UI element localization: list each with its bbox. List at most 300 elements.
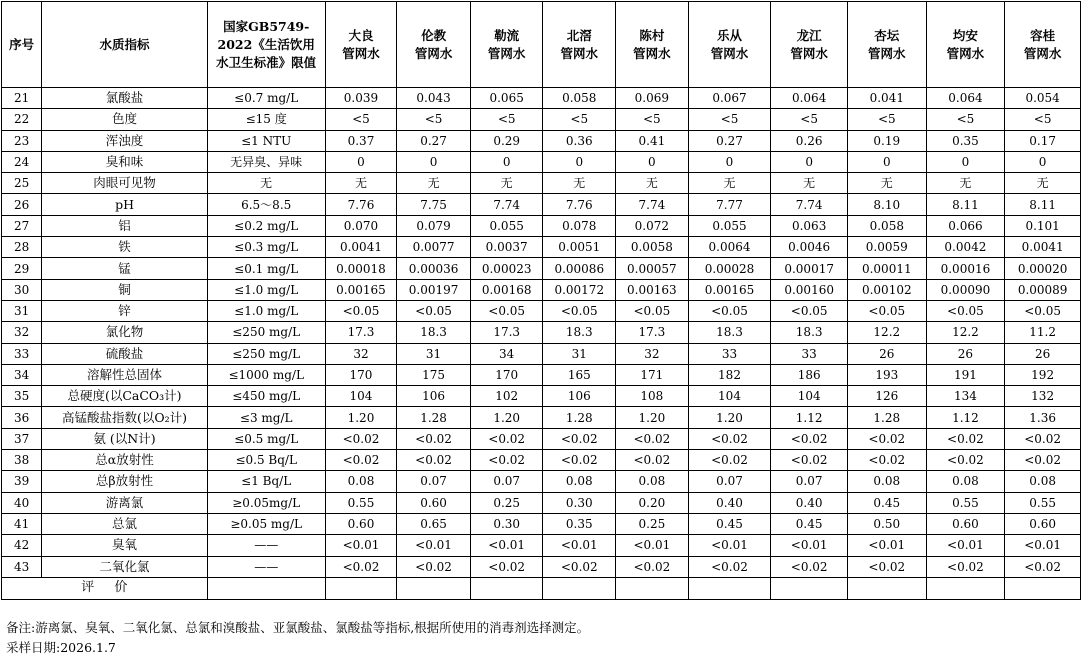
row-value: <0.02	[926, 556, 1005, 577]
row-value: 0.08	[1005, 471, 1081, 492]
row-value: <0.02	[688, 556, 771, 577]
row-value: 0.058	[543, 88, 616, 109]
row-value: <0.02	[397, 450, 471, 471]
site-name: 龙江	[796, 27, 822, 43]
row-value: 0.065	[470, 88, 543, 109]
row-indicator: 总α放射性	[42, 450, 207, 471]
row-value: <0.01	[688, 535, 771, 556]
row-value: 1.12	[926, 407, 1005, 428]
row-value: 无	[847, 173, 926, 194]
row-indicator: 高锰酸盐指数(以O₂计)	[42, 407, 207, 428]
row-value: <0.02	[1005, 450, 1081, 471]
row-value: 0.070	[325, 215, 397, 236]
row-value: 0.00165	[688, 279, 771, 300]
row-value: 0.0042	[926, 237, 1005, 258]
row-indicator: 二氧化氯	[42, 556, 207, 577]
row-index: 36	[2, 407, 42, 428]
header-site	[688, 2, 771, 88]
row-value: 18.3	[771, 322, 848, 343]
row-value: 17.3	[325, 322, 397, 343]
row-value: 0.063	[771, 215, 848, 236]
row-value: 0.00090	[926, 279, 1005, 300]
row-value: 33	[688, 343, 771, 364]
row-value: 0.055	[688, 215, 771, 236]
row-value: <0.02	[688, 428, 771, 449]
row-index: 26	[2, 194, 42, 215]
row-value: 0.00017	[771, 258, 848, 279]
row-value: 12.2	[847, 322, 926, 343]
row-index: 22	[2, 109, 42, 130]
evaluation-cell	[397, 577, 471, 599]
row-value: 0	[397, 151, 471, 172]
row-index: 31	[2, 300, 42, 321]
header-index: 序号	[2, 2, 42, 88]
evaluation-cell	[926, 577, 1005, 599]
row-value: 无	[926, 173, 1005, 194]
row-value: <0.05	[325, 300, 397, 321]
row-value: <0.02	[616, 428, 689, 449]
row-value: 8.11	[926, 194, 1005, 215]
site-name: 北滘	[566, 27, 592, 43]
row-value: 0.00011	[847, 258, 926, 279]
row-value: 31	[543, 343, 616, 364]
row-value: 0.079	[397, 215, 471, 236]
row-value: <0.01	[847, 535, 926, 556]
row-value: 32	[616, 343, 689, 364]
row-value: 0.08	[543, 471, 616, 492]
row-value: <0.02	[847, 556, 926, 577]
row-value: 0.00168	[470, 279, 543, 300]
row-value: <0.02	[688, 450, 771, 471]
row-value: <0.05	[397, 300, 471, 321]
table-body	[2, 88, 1081, 600]
row-value: 0.41	[616, 130, 689, 151]
row-value: 0.60	[926, 513, 1005, 534]
row-value: 0.0058	[616, 237, 689, 258]
row-value: 32	[325, 343, 397, 364]
row-value: 11.2	[1005, 322, 1081, 343]
row-value: 7.76	[543, 194, 616, 215]
row-value: 0.0077	[397, 237, 471, 258]
row-value: 0.07	[688, 471, 771, 492]
header-limit	[207, 2, 325, 88]
row-indicator: 色度	[42, 109, 207, 130]
row-limit: ——	[207, 556, 325, 577]
row-value: <0.02	[470, 450, 543, 471]
row-index: 37	[2, 428, 42, 449]
row-value: 7.77	[688, 194, 771, 215]
row-value: <0.02	[771, 450, 848, 471]
row-index: 34	[2, 364, 42, 385]
row-value: <0.02	[543, 556, 616, 577]
row-value: 0	[1005, 151, 1081, 172]
row-index: 30	[2, 279, 42, 300]
row-value: 0	[616, 151, 689, 172]
row-value: 0.041	[847, 88, 926, 109]
row-value: 1.20	[325, 407, 397, 428]
row-value: 18.3	[543, 322, 616, 343]
row-limit: ≥0.05mg/L	[207, 492, 325, 513]
row-value: 0.08	[325, 471, 397, 492]
row-indicator: 铁	[42, 237, 207, 258]
row-value: 26	[1005, 343, 1081, 364]
row-value: 0.066	[926, 215, 1005, 236]
row-value: <0.05	[1005, 300, 1081, 321]
row-indicator: 臭氧	[42, 535, 207, 556]
row-value: 0.00165	[325, 279, 397, 300]
row-limit: ≤3 mg/L	[207, 407, 325, 428]
table-row	[2, 492, 1081, 513]
row-value: 17.3	[470, 322, 543, 343]
row-value: <0.05	[543, 300, 616, 321]
evaluation-cell	[207, 577, 325, 599]
row-limit: ≤250 mg/L	[207, 343, 325, 364]
row-value: <0.01	[325, 535, 397, 556]
row-value: 7.74	[616, 194, 689, 215]
row-value: <0.01	[470, 535, 543, 556]
row-value: <0.01	[397, 535, 471, 556]
row-index: 42	[2, 535, 42, 556]
table-row	[2, 343, 1081, 364]
row-value: 175	[397, 364, 471, 385]
site-name: 乐从	[716, 27, 742, 43]
row-value: 18.3	[397, 322, 471, 343]
row-value: 0.00057	[616, 258, 689, 279]
row-value: 7.76	[325, 194, 397, 215]
row-value: 0.072	[616, 215, 689, 236]
row-value: 193	[847, 364, 926, 385]
row-value: 1.12	[771, 407, 848, 428]
row-value: 0.07	[397, 471, 471, 492]
row-value: 191	[926, 364, 1005, 385]
header-site	[543, 2, 616, 88]
row-limit: ≤1 NTU	[207, 130, 325, 151]
row-value: <5	[543, 109, 616, 130]
row-limit: ≤1 Bq/L	[207, 471, 325, 492]
row-limit: ≤1.0 mg/L	[207, 300, 325, 321]
table-row	[2, 322, 1081, 343]
row-value: 0.101	[1005, 215, 1081, 236]
row-value: 0	[543, 151, 616, 172]
row-indicator: 臭和味	[42, 151, 207, 172]
row-value: 171	[616, 364, 689, 385]
row-value: 170	[325, 364, 397, 385]
row-indicator: 锌	[42, 300, 207, 321]
table-row	[2, 428, 1081, 449]
row-index: 27	[2, 215, 42, 236]
remark-note: 备注:游离氯、臭氧、二氧化氯、总氯和溴酸盐、亚氯酸盐、氯酸盐等指标,根据所使用的消毒剂选择测定。	[6, 620, 590, 635]
row-limit: ≤450 mg/L	[207, 386, 325, 407]
row-limit: ≤0.3 mg/L	[207, 237, 325, 258]
row-index: 39	[2, 471, 42, 492]
evaluation-cell	[325, 577, 397, 599]
row-value: <0.02	[325, 556, 397, 577]
row-value: 26	[926, 343, 1005, 364]
site-type: 管网水	[342, 45, 380, 61]
row-indicator: 浑浊度	[42, 130, 207, 151]
water-quality-table	[1, 1, 1081, 600]
header-site	[616, 2, 689, 88]
row-value: <0.02	[470, 556, 543, 577]
row-value: 7.75	[397, 194, 471, 215]
site-type: 管网水	[710, 45, 749, 61]
table-row	[2, 215, 1081, 236]
evaluation-label: 评 价	[2, 577, 208, 599]
site-name: 伦教	[421, 27, 447, 43]
table-row	[2, 450, 1081, 471]
row-value: 无	[470, 173, 543, 194]
table-row	[2, 513, 1081, 534]
row-value: 0.055	[470, 215, 543, 236]
row-value: 0	[688, 151, 771, 172]
row-value: <0.02	[847, 428, 926, 449]
row-value: 0.27	[688, 130, 771, 151]
row-indicator: 铝	[42, 215, 207, 236]
row-value: 1.28	[847, 407, 926, 428]
row-value: 165	[543, 364, 616, 385]
row-value: <0.02	[616, 556, 689, 577]
row-limit: ≤0.1 mg/L	[207, 258, 325, 279]
row-value: 0.08	[616, 471, 689, 492]
table-row	[2, 151, 1081, 172]
row-value: 0.054	[1005, 88, 1081, 109]
row-value: 0.36	[543, 130, 616, 151]
row-value: 0.00016	[926, 258, 1005, 279]
table-row	[2, 194, 1081, 215]
table-row	[2, 300, 1081, 321]
row-value: <5	[470, 109, 543, 130]
row-indicator: 总氯	[42, 513, 207, 534]
row-value: <0.02	[325, 450, 397, 471]
row-value: <5	[616, 109, 689, 130]
table-row	[2, 535, 1081, 556]
row-value: <0.05	[616, 300, 689, 321]
row-index: 29	[2, 258, 42, 279]
row-value: 0	[926, 151, 1005, 172]
header-site	[325, 2, 397, 88]
row-value: 0.30	[543, 492, 616, 513]
row-value: 0.19	[847, 130, 926, 151]
row-value: 104	[325, 386, 397, 407]
row-value: 0.00163	[616, 279, 689, 300]
row-value: 0.45	[771, 513, 848, 534]
row-value: 无	[325, 173, 397, 194]
row-value: <5	[771, 109, 848, 130]
row-value: <0.02	[616, 450, 689, 471]
site-name: 杏坛	[874, 27, 900, 43]
row-value: 0.55	[926, 492, 1005, 513]
row-value: <0.02	[543, 428, 616, 449]
row-limit: ——	[207, 535, 325, 556]
row-value: 33	[771, 343, 848, 364]
row-value: 170	[470, 364, 543, 385]
row-value: 0.35	[926, 130, 1005, 151]
row-value: 104	[688, 386, 771, 407]
evaluation-cell	[847, 577, 926, 599]
row-value: 12.2	[926, 322, 1005, 343]
site-type: 管网水	[868, 45, 906, 61]
row-value: 0.058	[847, 215, 926, 236]
row-value: 0.069	[616, 88, 689, 109]
row-value: 0.00036	[397, 258, 471, 279]
row-value: <5	[847, 109, 926, 130]
table-row	[2, 237, 1081, 258]
row-limit: ≤0.7 mg/L	[207, 88, 325, 109]
site-type: 管网水	[633, 45, 671, 61]
row-value: <0.01	[1005, 535, 1081, 556]
row-value: 0.039	[325, 88, 397, 109]
row-index: 33	[2, 343, 42, 364]
row-value: <0.02	[771, 556, 848, 577]
row-value: 26	[847, 343, 926, 364]
header-indicator: 水质指标	[42, 2, 207, 88]
row-value: <0.02	[926, 428, 1005, 449]
row-value: 0	[325, 151, 397, 172]
row-value: 186	[771, 364, 848, 385]
evaluation-cell	[688, 577, 771, 599]
row-value: 0.60	[325, 513, 397, 534]
row-index: 24	[2, 151, 42, 172]
row-value: <5	[1005, 109, 1081, 130]
evaluation-row	[2, 577, 1081, 599]
site-type: 管网水	[414, 45, 453, 61]
row-value: <0.01	[771, 535, 848, 556]
sample-date: 采样日期:2026.1.7	[6, 640, 116, 655]
row-value: 0.0037	[470, 237, 543, 258]
row-value: 0.0041	[325, 237, 397, 258]
row-indicator: 氯酸盐	[42, 88, 207, 109]
row-limit: 无异臭、异味	[207, 151, 325, 172]
site-name: 容桂	[1030, 27, 1056, 43]
evaluation-cell	[1005, 577, 1081, 599]
row-indicator: 游离氯	[42, 492, 207, 513]
row-value: 34	[470, 343, 543, 364]
table-row	[2, 109, 1081, 130]
row-value: 无	[543, 173, 616, 194]
row-value: <0.05	[847, 300, 926, 321]
header-limit-text: 国家GB5749-2022《生活饮用水卫生标准》限值	[216, 18, 317, 70]
row-limit: ≤1.0 mg/L	[207, 279, 325, 300]
row-value: 0.064	[926, 88, 1005, 109]
row-limit: ≤1000 mg/L	[207, 364, 325, 385]
row-value: 0.067	[688, 88, 771, 109]
row-limit: ≤250 mg/L	[207, 322, 325, 343]
row-value: 0	[470, 151, 543, 172]
row-index: 41	[2, 513, 42, 534]
row-value: 0.0041	[1005, 237, 1081, 258]
table-row	[2, 173, 1081, 194]
site-type: 管网水	[790, 45, 828, 61]
row-value: 0.00018	[325, 258, 397, 279]
row-value: 0.27	[397, 130, 471, 151]
row-value: 0.35	[543, 513, 616, 534]
row-value: 1.28	[397, 407, 471, 428]
row-value: 0.00160	[771, 279, 848, 300]
row-indicator: 铜	[42, 279, 207, 300]
site-type: 管网水	[560, 45, 599, 61]
row-value: 无	[688, 173, 771, 194]
row-value: 0.40	[771, 492, 848, 513]
row-value: 134	[926, 386, 1005, 407]
row-value: 1.28	[543, 407, 616, 428]
table-row	[2, 279, 1081, 300]
row-value: 0.0051	[543, 237, 616, 258]
header-site	[847, 2, 926, 88]
header-site	[1005, 2, 1081, 88]
row-indicator: 溶解性总固体	[42, 364, 207, 385]
row-value: 0.07	[771, 471, 848, 492]
table-row	[2, 471, 1081, 492]
row-value: <0.02	[325, 428, 397, 449]
row-limit: 6.5～8.5	[207, 194, 325, 215]
row-limit: ≤0.5 mg/L	[207, 428, 325, 449]
row-value: 0.65	[397, 513, 471, 534]
row-indicator: 锰	[42, 258, 207, 279]
table-row	[2, 407, 1081, 428]
row-value: <0.02	[847, 450, 926, 471]
row-limit: ≤0.2 mg/L	[207, 215, 325, 236]
row-limit: ≤15 度	[207, 109, 325, 130]
row-indicator: 肉眼可见物	[42, 173, 207, 194]
row-value: <0.05	[470, 300, 543, 321]
row-indicator: 氯化物	[42, 322, 207, 343]
row-value: 无	[616, 173, 689, 194]
row-value: 0.45	[688, 513, 771, 534]
row-value: 0.26	[771, 130, 848, 151]
row-value: 0.0046	[771, 237, 848, 258]
row-value: 0.08	[926, 471, 1005, 492]
row-value: 31	[397, 343, 471, 364]
row-indicator: 硫酸盐	[42, 343, 207, 364]
row-value: 0.60	[1005, 513, 1081, 534]
row-value: 7.74	[771, 194, 848, 215]
row-value: 0.25	[470, 492, 543, 513]
row-value: <0.02	[543, 450, 616, 471]
row-value: 0.00197	[397, 279, 471, 300]
row-value: 0.55	[1005, 492, 1081, 513]
row-value: 0.20	[616, 492, 689, 513]
row-value: 0.37	[325, 130, 397, 151]
evaluation-cell	[771, 577, 848, 599]
row-value: 0.30	[470, 513, 543, 534]
row-value: 0.29	[470, 130, 543, 151]
row-limit: ≥0.05 mg/L	[207, 513, 325, 534]
table-row	[2, 556, 1081, 577]
row-value: <0.01	[543, 535, 616, 556]
row-value: 1.36	[1005, 407, 1081, 428]
row-value: <0.02	[1005, 556, 1081, 577]
row-value: 1.20	[688, 407, 771, 428]
row-indicator: 总硬度(以CaCO₃计)	[42, 386, 207, 407]
row-value: 0	[771, 151, 848, 172]
row-value: <5	[397, 109, 471, 130]
header-site	[926, 2, 1005, 88]
row-value: 0.0064	[688, 237, 771, 258]
row-index: 28	[2, 237, 42, 258]
row-value: 无	[397, 173, 471, 194]
row-value: 0.00089	[1005, 279, 1081, 300]
row-value: 182	[688, 364, 771, 385]
row-value: <0.01	[926, 535, 1005, 556]
evaluation-cell	[616, 577, 689, 599]
row-value: 0.40	[688, 492, 771, 513]
header-site	[470, 2, 543, 88]
header-site	[397, 2, 471, 88]
row-limit: 无	[207, 173, 325, 194]
row-value: 1.20	[470, 407, 543, 428]
row-value: 7.74	[470, 194, 543, 215]
row-limit: ≤0.5 Bq/L	[207, 450, 325, 471]
